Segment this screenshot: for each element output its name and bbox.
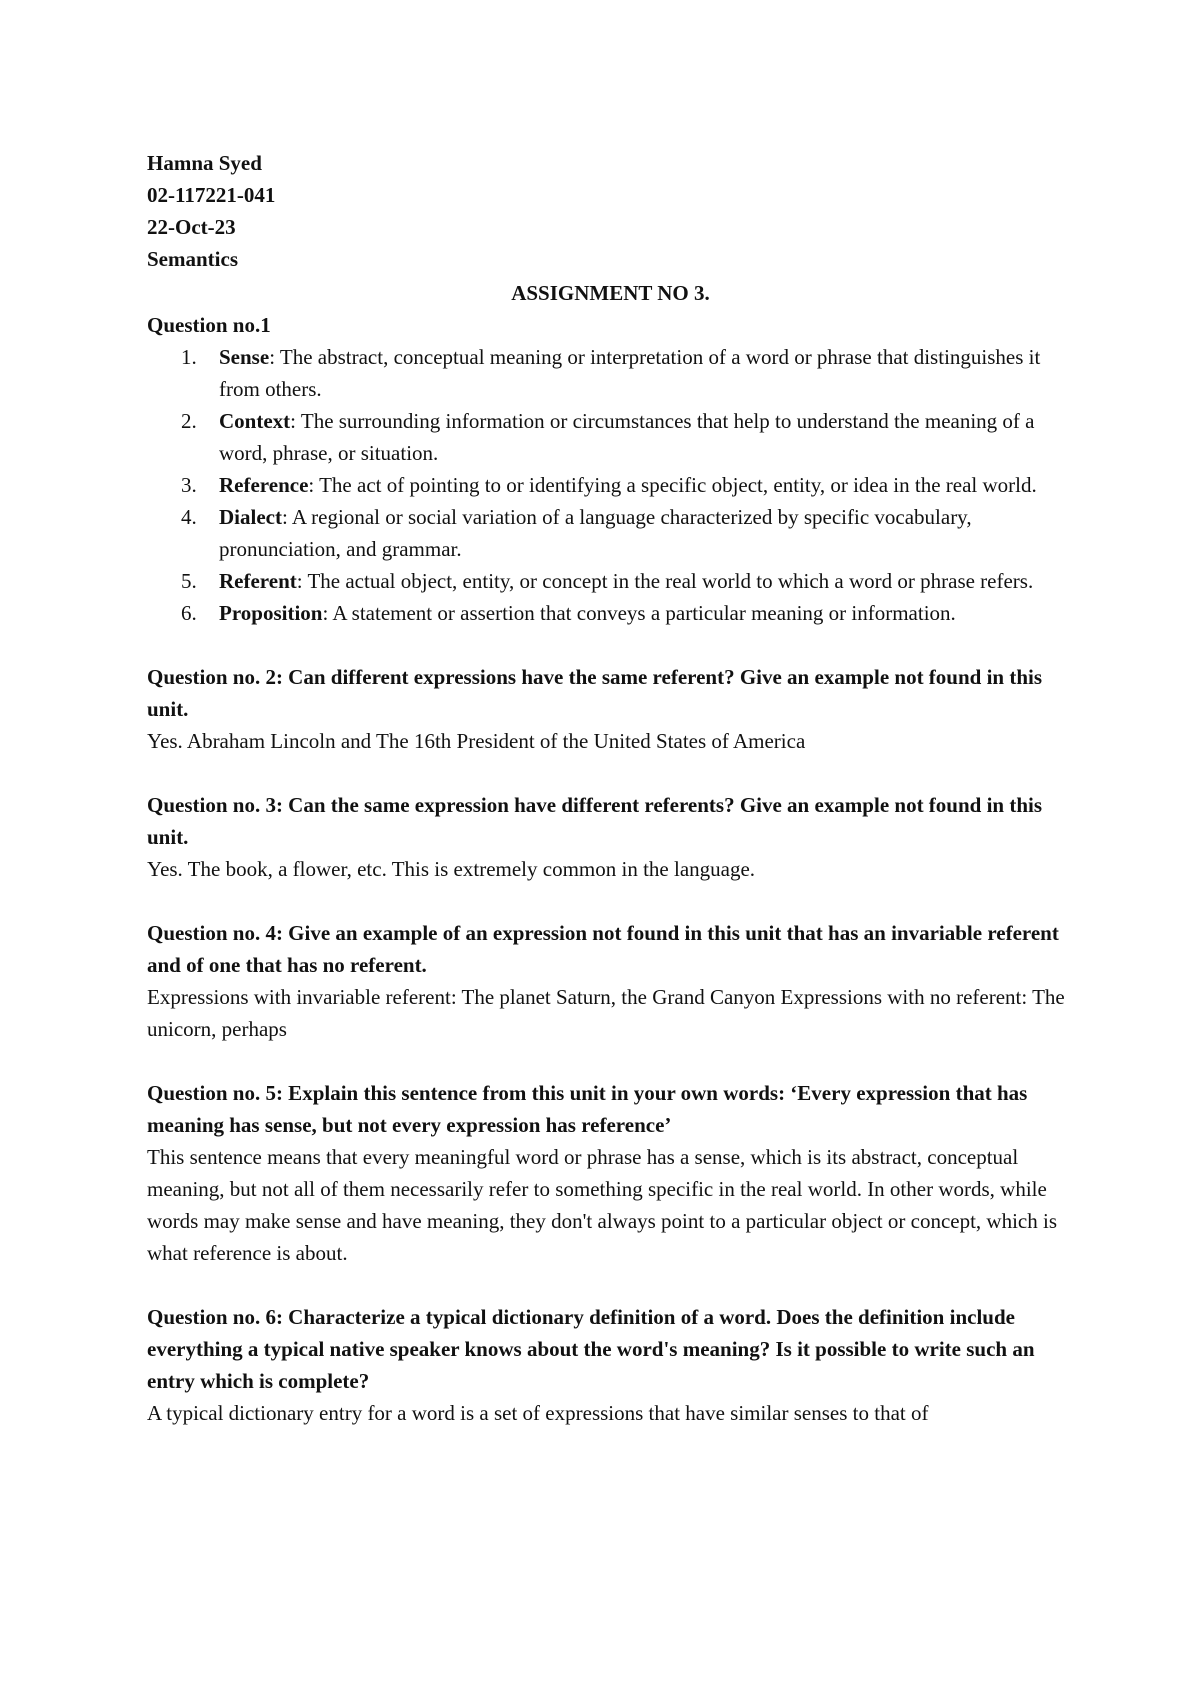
question-3-block xyxy=(147,789,1074,885)
definition-text: : The actual object, entity, or concept in the real world to which a word or phrase refers. xyxy=(296,569,1034,593)
question-2-block xyxy=(147,661,1074,757)
question-6-answer: A typical dictionary entry for a word is a set of expressions that have similar senses to that of xyxy=(147,1401,929,1425)
definition-item xyxy=(147,341,1074,405)
definition-term: Reference xyxy=(219,473,309,497)
definition-item xyxy=(147,501,1074,565)
definition-item xyxy=(147,597,1074,629)
definition-item xyxy=(147,565,1074,597)
question-4-heading: Question no. 4: Give an example of an expression not found in this unit that has an invariable referent and of one that has no referent. xyxy=(147,921,1059,977)
definition-term: Sense xyxy=(219,345,270,369)
student-id: 02-117221-041 xyxy=(147,183,276,207)
item-number: 2. xyxy=(181,409,197,433)
definition-term: Context xyxy=(219,409,291,433)
definition-item xyxy=(147,469,1074,501)
definition-text: : The act of pointing to or identifying a specific object, entity, or idea in the real world. xyxy=(308,473,1037,497)
question-3-heading: Question no. 3: Can the same expression have different referents? Give an example not found in this unit. xyxy=(147,793,1043,849)
question-5-heading: Question no. 5: Explain this sentence from this unit in your own words: ‘Every expression that has meaning has sense, but not every expression has reference’ xyxy=(147,1081,1028,1137)
submission-date: 22-Oct-23 xyxy=(147,215,236,239)
question-2-answer: Yes. Abraham Lincoln and The 16th President of the United States of America xyxy=(147,729,806,753)
item-number: 6. xyxy=(181,601,197,625)
definition-text: : A regional or social variation of a language characterized by specific vocabulary, pronunciation, and grammar. xyxy=(219,505,972,561)
item-number: 4. xyxy=(181,505,197,529)
definition-term: Referent xyxy=(219,569,297,593)
question-5-block xyxy=(147,1077,1074,1269)
item-number: 1. xyxy=(181,345,197,369)
question-6-block xyxy=(147,1301,1074,1429)
question-1-heading: Question no.1 xyxy=(147,313,271,337)
question-6-heading: Question no. 6: Characterize a typical dictionary definition of a word. Does the definition include everything a typical native speaker knows about the word's meaning? Is it possible to write such an entry which is complete? xyxy=(147,1305,1035,1393)
item-number: 5. xyxy=(181,569,197,593)
definition-text: : The abstract, conceptual meaning or interpretation of a word or phrase that distinguishes it from others. xyxy=(219,345,1041,401)
definition-term: Dialect xyxy=(219,505,282,529)
question-4-answer: Expressions with invariable referent: The planet Saturn, the Grand Canyon Expressions with no referent: The unicorn, perhaps xyxy=(147,985,1065,1041)
definition-term: Proposition xyxy=(219,601,323,625)
item-number: 3. xyxy=(181,473,197,497)
definitions-list xyxy=(147,341,1074,629)
definition-text: : A statement or assertion that conveys a particular meaning or information. xyxy=(322,601,956,625)
definition-text: : The surrounding information or circumstances that help to understand the meaning of a word, phrase, or situation. xyxy=(219,409,1035,465)
student-name: Hamna Syed xyxy=(147,151,262,175)
definition-item xyxy=(147,405,1074,469)
question-5-answer: This sentence means that every meaningful word or phrase has a sense, which is its abstract, conceptual meaning, but not all of them necessarily refer to something specific in the real world. In other words, while words may make sense and have meaning, they don't always point to a particular object or concept, which is what reference is about. xyxy=(147,1145,1058,1265)
question-3-answer: Yes. The book, a flower, etc. This is extremely common in the language. xyxy=(147,857,756,881)
subject-name: Semantics xyxy=(147,247,238,271)
header-block xyxy=(147,147,1074,275)
assignment-title: ASSIGNMENT NO 3. xyxy=(511,281,710,305)
question-4-block xyxy=(147,917,1074,1045)
question-2-heading: Question no. 2: Can different expressions have the same referent? Give an example not found in this unit. xyxy=(147,665,1043,721)
